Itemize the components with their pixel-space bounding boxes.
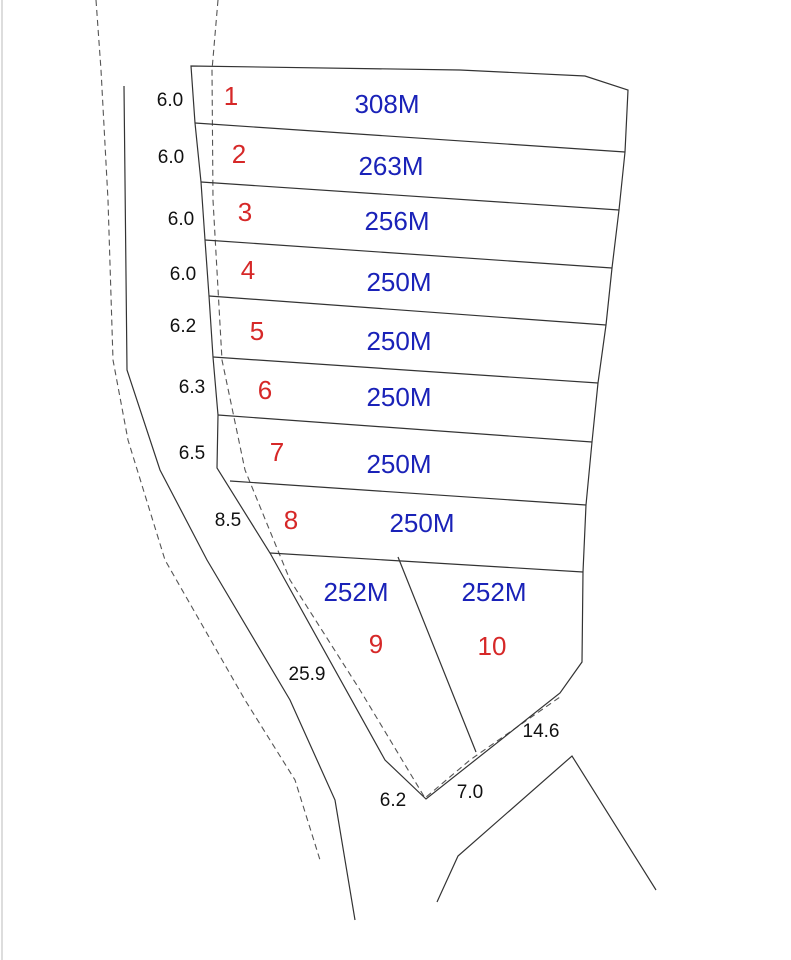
lot-number-2: 2: [231, 139, 247, 169]
frontage-dim-lot-2: 6.0: [157, 147, 185, 168]
lot-area-1: 308M: [354, 89, 420, 119]
lot-area-2: 263M: [358, 151, 424, 181]
lot-divider-8-9: [270, 553, 583, 572]
lot-area-9: 252M: [323, 577, 389, 607]
frontage-dim-lot-1: 6.0: [156, 90, 184, 111]
dim-lot9-bottom: 6.2: [379, 790, 407, 811]
dim-lot10-bottom: 7.0: [456, 782, 484, 803]
frontage-dim-lot-8: 8.5: [214, 510, 242, 531]
lot-area-4: 250M: [366, 267, 432, 297]
road-edge-lower-right: [437, 756, 656, 902]
lot-number-7: 7: [269, 437, 285, 467]
frontage-dim-lot-9: 25.9: [288, 664, 326, 685]
lot-number-5: 5: [249, 316, 265, 346]
lot-divider-1-2: [195, 123, 625, 152]
lot-number-8: 8: [283, 505, 299, 535]
lot-number-10: 10: [477, 631, 507, 661]
frontage-dim-lot-7: 6.5: [178, 443, 206, 464]
lot-area-8: 250M: [389, 508, 455, 538]
lot-area-5: 250M: [366, 326, 432, 356]
lot-number-4: 4: [240, 255, 256, 285]
lot-number-6: 6: [257, 375, 273, 405]
frontage-dim-lot-4: 6.0: [169, 264, 197, 285]
lot-number-1: 1: [223, 81, 239, 111]
dim-lot10-side: 14.6: [522, 721, 560, 742]
lot-divider-3-4: [205, 240, 612, 268]
lot-number-3: 3: [237, 197, 253, 227]
lot-area-6: 250M: [366, 382, 432, 412]
frontage-dim-lot-6: 6.3: [178, 377, 206, 398]
lot-divider-4-5: [209, 296, 606, 325]
frontage-dim-lot-3: 6.0: [167, 209, 195, 230]
lot-divider-7-8: [230, 481, 586, 505]
lot-area-3: 256M: [364, 206, 430, 236]
lot-number-9: 9: [368, 629, 384, 659]
frontage-dim-lot-5: 6.2: [169, 316, 197, 337]
lot-area-10: 252M: [461, 577, 527, 607]
lot-area-7: 250M: [366, 449, 432, 479]
